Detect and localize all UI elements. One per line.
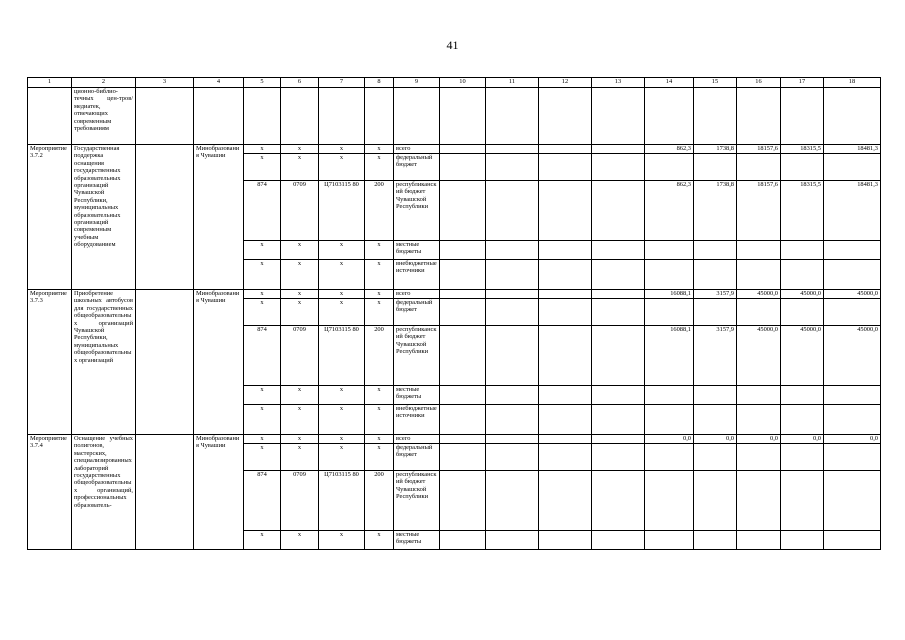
header-row xyxy=(28,78,881,88)
empty-cell xyxy=(486,326,539,386)
empty-cell xyxy=(244,88,281,145)
funding-source: местные бюджеты xyxy=(394,386,440,405)
vr-cell: 200 xyxy=(365,181,394,241)
vr-cell: x xyxy=(365,435,394,444)
grbs-cell: 874 xyxy=(244,326,281,386)
csr-cell: x xyxy=(319,260,365,290)
empty-cell xyxy=(440,531,486,550)
value-col-18 xyxy=(824,531,881,550)
empty-cell xyxy=(440,299,486,326)
empty-cell xyxy=(592,326,645,386)
empty-cell xyxy=(592,145,645,154)
value-col-16: 18157,6 xyxy=(737,145,781,154)
grbs-cell: x xyxy=(244,405,281,435)
empty-cell xyxy=(440,444,486,471)
event-executor: Минобразования Чувашии xyxy=(194,290,244,435)
value-col-18 xyxy=(824,154,881,181)
vr-cell: 200 xyxy=(365,326,394,386)
funding-source: федеральный бюджет xyxy=(394,444,440,471)
value-col-16 xyxy=(737,299,781,326)
csr-cell: x xyxy=(319,154,365,181)
rzpr-cell: x xyxy=(281,435,319,444)
event-code: Мероприятие 3.7.2 xyxy=(28,145,72,290)
grbs-cell: x xyxy=(244,435,281,444)
value-col-14: 0,0 xyxy=(645,435,694,444)
empty-cell xyxy=(592,260,645,290)
csr-cell: x xyxy=(319,435,365,444)
value-col-17 xyxy=(781,471,824,531)
value-col-15: 3157,9 xyxy=(694,290,737,299)
csr-cell: x xyxy=(319,145,365,154)
csr-cell: x xyxy=(319,531,365,550)
vr-cell: x xyxy=(365,290,394,299)
rzpr-cell: x xyxy=(281,444,319,471)
rzpr-cell: 0709 xyxy=(281,471,319,531)
empty-cell xyxy=(440,241,486,260)
value-col-18: 45000,0 xyxy=(824,326,881,386)
empty-cell xyxy=(486,290,539,299)
event-code: Мероприятие 3.7.4 xyxy=(28,435,72,550)
funding-source: внебюджетные источники xyxy=(394,405,440,435)
column-number-header: 15 xyxy=(694,78,737,88)
event-executor: Минобразования Чувашии xyxy=(194,435,244,550)
continuation-row xyxy=(28,88,881,145)
vr-cell: x xyxy=(365,145,394,154)
empty-cell xyxy=(486,154,539,181)
value-col-17: 18315,5 xyxy=(781,181,824,241)
table-body xyxy=(28,78,881,550)
funding-source: федеральный бюджет xyxy=(394,299,440,326)
grbs-cell: x xyxy=(244,299,281,326)
column-number-header: 17 xyxy=(781,78,824,88)
empty-cell xyxy=(136,290,194,435)
empty-cell xyxy=(319,88,365,145)
column-number-header: 18 xyxy=(824,78,881,88)
empty-cell xyxy=(539,290,592,299)
value-col-17 xyxy=(781,386,824,405)
funding-source: республиканский бюджет Чувашской Республики xyxy=(394,181,440,241)
column-number-header: 14 xyxy=(645,78,694,88)
empty-cell xyxy=(592,435,645,444)
value-col-17: 0,0 xyxy=(781,435,824,444)
vr-cell: x xyxy=(365,299,394,326)
empty-cell xyxy=(592,88,645,145)
empty-cell xyxy=(592,299,645,326)
value-col-15 xyxy=(694,260,737,290)
empty-cell xyxy=(539,471,592,531)
value-col-17 xyxy=(781,154,824,181)
value-col-15 xyxy=(694,444,737,471)
value-col-14: 16088,1 xyxy=(645,290,694,299)
value-col-16: 18157,6 xyxy=(737,181,781,241)
csr-cell: x xyxy=(319,444,365,471)
column-number-header: 4 xyxy=(194,78,244,88)
column-number-header: 8 xyxy=(365,78,394,88)
column-number-header: 13 xyxy=(592,78,645,88)
vr-cell: x xyxy=(365,260,394,290)
empty-cell xyxy=(281,88,319,145)
rzpr-cell: x xyxy=(281,154,319,181)
empty-cell xyxy=(486,471,539,531)
value-col-16 xyxy=(737,154,781,181)
table-row xyxy=(28,145,881,154)
event-executor: Минобразования Чувашии xyxy=(194,145,244,290)
value-col-17: 45000,0 xyxy=(781,326,824,386)
empty-cell xyxy=(592,471,645,531)
csr-cell: x xyxy=(319,299,365,326)
grbs-cell: 874 xyxy=(244,471,281,531)
value-col-14 xyxy=(645,299,694,326)
value-col-14 xyxy=(645,154,694,181)
empty-cell xyxy=(440,386,486,405)
value-col-17 xyxy=(781,260,824,290)
empty-cell xyxy=(394,88,440,145)
empty-cell xyxy=(645,88,694,145)
rzpr-cell: x xyxy=(281,241,319,260)
value-col-16 xyxy=(737,386,781,405)
value-col-15 xyxy=(694,386,737,405)
table-row xyxy=(28,290,881,299)
grbs-cell: x xyxy=(244,531,281,550)
value-col-15 xyxy=(694,154,737,181)
value-col-17: 45000,0 xyxy=(781,290,824,299)
value-col-15 xyxy=(694,299,737,326)
column-number-header: 9 xyxy=(394,78,440,88)
empty-cell xyxy=(486,181,539,241)
value-col-14 xyxy=(645,531,694,550)
column-number-header: 3 xyxy=(136,78,194,88)
empty-cell xyxy=(136,435,194,550)
empty-cell xyxy=(440,88,486,145)
empty-cell xyxy=(539,386,592,405)
grbs-cell: 874 xyxy=(244,181,281,241)
value-col-16 xyxy=(737,471,781,531)
empty-cell xyxy=(486,405,539,435)
empty-cell xyxy=(486,260,539,290)
empty-cell xyxy=(539,260,592,290)
empty-cell xyxy=(194,88,244,145)
value-col-16: 45000,0 xyxy=(737,326,781,386)
rzpr-cell: x xyxy=(281,145,319,154)
event-name: Приобретение школьных автобусов для государственных общеобразовательных организаций Чувашской Республики, муниципальных общеобразовательных организаций xyxy=(72,290,136,435)
empty-cell xyxy=(539,181,592,241)
empty-cell xyxy=(539,444,592,471)
value-col-17 xyxy=(781,241,824,260)
grbs-cell: x xyxy=(244,386,281,405)
empty-cell xyxy=(539,154,592,181)
empty-cell xyxy=(440,471,486,531)
empty-cell xyxy=(136,88,194,145)
empty-cell xyxy=(539,88,592,145)
grbs-cell: x xyxy=(244,260,281,290)
empty-cell xyxy=(539,299,592,326)
empty-cell xyxy=(486,145,539,154)
csr-cell: x xyxy=(319,386,365,405)
value-col-16 xyxy=(737,405,781,435)
rzpr-cell: x xyxy=(281,405,319,435)
empty-cell xyxy=(440,405,486,435)
value-col-18: 45000,0 xyxy=(824,290,881,299)
empty-cell xyxy=(440,145,486,154)
empty-cell xyxy=(592,531,645,550)
value-col-15: 0,0 xyxy=(694,435,737,444)
grbs-cell: x xyxy=(244,241,281,260)
funding-source: федеральный бюджет xyxy=(394,154,440,181)
funding-source: всего xyxy=(394,290,440,299)
empty-cell xyxy=(486,241,539,260)
rzpr-cell: x xyxy=(281,290,319,299)
table-row xyxy=(28,435,881,444)
empty-cell xyxy=(694,88,737,145)
empty-cell xyxy=(737,88,781,145)
empty-cell xyxy=(365,88,394,145)
value-col-14: 16088,1 xyxy=(645,326,694,386)
empty-cell xyxy=(440,260,486,290)
empty-cell xyxy=(592,241,645,260)
value-col-18 xyxy=(824,471,881,531)
value-col-16 xyxy=(737,444,781,471)
value-col-18 xyxy=(824,444,881,471)
value-col-14 xyxy=(645,444,694,471)
value-col-14 xyxy=(645,471,694,531)
empty-cell xyxy=(592,405,645,435)
event-name: Государственная поддержка оснащения государственных образовательных организаций Чувашской Республики, муниципальных образовательных организаций современным учебным оборудованием xyxy=(72,145,136,290)
page-number: 41 xyxy=(446,38,459,52)
csr-cell: Ц7103115 80 xyxy=(319,471,365,531)
value-col-17 xyxy=(781,405,824,435)
empty-cell xyxy=(486,531,539,550)
event-name: Оснащение учебных полигонов, мастерских, специализированных лабораторий государственных общеобразовательных организаций, профессиональных образователь- xyxy=(72,435,136,550)
value-col-14: 862,3 xyxy=(645,181,694,241)
empty-cell xyxy=(539,145,592,154)
column-number-header: 10 xyxy=(440,78,486,88)
value-col-17 xyxy=(781,444,824,471)
grbs-cell: x xyxy=(244,290,281,299)
csr-cell: x xyxy=(319,290,365,299)
value-col-17 xyxy=(781,299,824,326)
value-col-16 xyxy=(737,241,781,260)
column-number-header: 2 xyxy=(72,78,136,88)
empty-cell xyxy=(486,88,539,145)
empty-cell xyxy=(592,386,645,405)
empty-cell xyxy=(440,435,486,444)
vr-cell: x xyxy=(365,444,394,471)
value-col-18 xyxy=(824,405,881,435)
column-number-header: 6 xyxy=(281,78,319,88)
empty-cell xyxy=(486,444,539,471)
value-col-15 xyxy=(694,405,737,435)
event-name-continuation: ционно-библио-течных цен-тров/медиатек, отвечающих современным требованиям xyxy=(72,88,136,145)
empty-cell xyxy=(136,145,194,290)
rzpr-cell: x xyxy=(281,531,319,550)
value-col-14 xyxy=(645,260,694,290)
value-col-15: 1738,8 xyxy=(694,181,737,241)
empty-cell xyxy=(539,531,592,550)
empty-cell xyxy=(28,88,72,145)
empty-cell xyxy=(486,386,539,405)
rzpr-cell: x xyxy=(281,299,319,326)
value-col-16: 0,0 xyxy=(737,435,781,444)
value-col-15: 1738,8 xyxy=(694,145,737,154)
value-col-18: 0,0 xyxy=(824,435,881,444)
value-col-18 xyxy=(824,260,881,290)
empty-cell xyxy=(440,154,486,181)
empty-cell xyxy=(539,435,592,444)
rzpr-cell: x xyxy=(281,386,319,405)
vr-cell: x xyxy=(365,154,394,181)
funding-source: всего xyxy=(394,145,440,154)
value-col-16: 45000,0 xyxy=(737,290,781,299)
column-number-header: 7 xyxy=(319,78,365,88)
column-number-header: 1 xyxy=(28,78,72,88)
vr-cell: 200 xyxy=(365,471,394,531)
value-col-17 xyxy=(781,531,824,550)
csr-cell: x xyxy=(319,405,365,435)
value-col-14: 862,3 xyxy=(645,145,694,154)
vr-cell: x xyxy=(365,386,394,405)
funding-source: внебюджетные источники xyxy=(394,260,440,290)
vr-cell: x xyxy=(365,531,394,550)
empty-cell xyxy=(592,181,645,241)
grbs-cell: x xyxy=(244,145,281,154)
empty-cell xyxy=(486,435,539,444)
value-col-18 xyxy=(824,299,881,326)
column-number-header: 16 xyxy=(737,78,781,88)
empty-cell xyxy=(440,326,486,386)
empty-cell xyxy=(486,299,539,326)
empty-cell xyxy=(592,290,645,299)
funding-source: всего xyxy=(394,435,440,444)
grbs-cell: x xyxy=(244,444,281,471)
value-col-15 xyxy=(694,241,737,260)
empty-cell xyxy=(592,444,645,471)
rzpr-cell: 0709 xyxy=(281,326,319,386)
grbs-cell: x xyxy=(244,154,281,181)
vr-cell: x xyxy=(365,405,394,435)
csr-cell: x xyxy=(319,241,365,260)
value-col-14 xyxy=(645,241,694,260)
empty-cell xyxy=(592,154,645,181)
funding-source: республиканский бюджет Чувашской Республики xyxy=(394,471,440,531)
value-col-14 xyxy=(645,386,694,405)
value-col-18: 18481,3 xyxy=(824,181,881,241)
rzpr-cell: x xyxy=(281,260,319,290)
empty-cell xyxy=(824,88,881,145)
empty-cell xyxy=(440,181,486,241)
value-col-15: 3157,9 xyxy=(694,326,737,386)
csr-cell: Ц7103115 80 xyxy=(319,326,365,386)
value-col-14 xyxy=(645,405,694,435)
column-number-header: 12 xyxy=(539,78,592,88)
funding-source: республиканский бюджет Чувашской Республики xyxy=(394,326,440,386)
empty-cell xyxy=(539,241,592,260)
vr-cell: x xyxy=(365,241,394,260)
value-col-17: 18315,5 xyxy=(781,145,824,154)
value-col-18: 18481,3 xyxy=(824,145,881,154)
value-col-15 xyxy=(694,531,737,550)
empty-cell xyxy=(781,88,824,145)
empty-cell xyxy=(539,405,592,435)
empty-cell xyxy=(440,290,486,299)
value-col-16 xyxy=(737,260,781,290)
column-number-header: 11 xyxy=(486,78,539,88)
value-col-18 xyxy=(824,386,881,405)
funding-source: местные бюджеты xyxy=(394,241,440,260)
value-col-15 xyxy=(694,471,737,531)
csr-cell: Ц7103115 80 xyxy=(319,181,365,241)
budget-table xyxy=(27,77,881,550)
value-col-16 xyxy=(737,531,781,550)
column-number-header: 5 xyxy=(244,78,281,88)
funding-source: местные бюджеты xyxy=(394,531,440,550)
rzpr-cell: 0709 xyxy=(281,181,319,241)
value-col-18 xyxy=(824,241,881,260)
empty-cell xyxy=(539,326,592,386)
event-code: Мероприятие 3.7.3 xyxy=(28,290,72,435)
